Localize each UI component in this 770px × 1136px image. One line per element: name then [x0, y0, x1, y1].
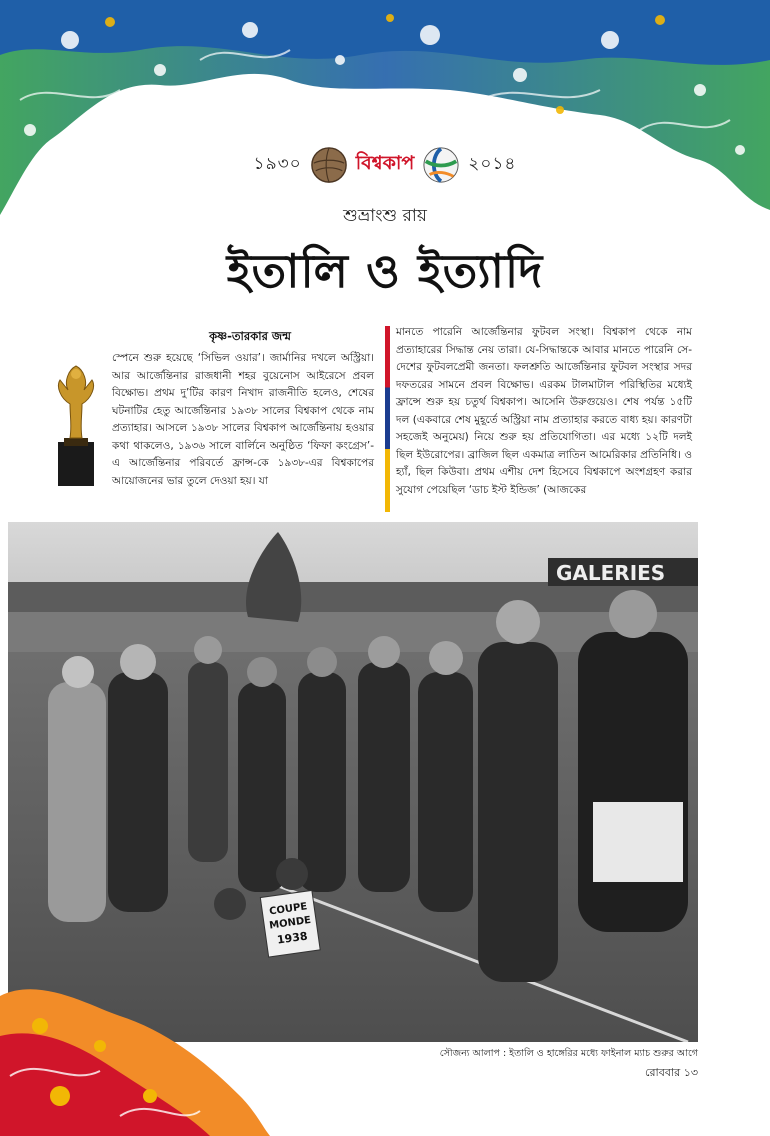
- placard-line-1: COUPE: [268, 901, 308, 918]
- column-divider: [385, 326, 390, 512]
- world-cup-trophy-image: [50, 360, 102, 488]
- bottom-decorative-artwork: [0, 976, 270, 1136]
- page-folio: রোববার ১৩: [645, 1066, 698, 1079]
- article-subheading: কৃষ্ণ-তারকার জন্ম: [209, 329, 291, 343]
- series-title: বিশ্বকাপ: [355, 152, 415, 174]
- stadium-sign: GALERIES: [556, 561, 666, 585]
- vintage-football-icon: [310, 146, 348, 184]
- author-byline: শুভ্রাংশু রায়: [343, 206, 427, 226]
- modern-football-icon: [422, 146, 460, 184]
- photo-caption: সৌজন্য আলাপ : ইতালি ও হাঙ্গেরির মধ্যে ফাইনাল ম্যাচ শুরুর আগে: [439, 1048, 698, 1059]
- article-left-column: স্পেনে শুরু হয়েছে ‘সিভিল ওয়ার’। জার্মানির দখলে অস্ট্রিয়া। আর আর্জেন্তিনার রাজধানী শহর বুয়েনোস আইরেসে প্রবল বিক্ষোভ। প্রথম দু’টির কারণ নিখাদ রাজনীতি হলেও, শেষের ঘটনাটির হেতু আর্জেন্তিনার ১৯৩৮ সালের বিশ্বকাপ থেকে নাম প্রত্যাহার। আসলে ১৯৩৮ সালের বিশ্বকাপ আর্জেন্তিনায় হওয়ার কথা থাকলেও, ১৯৩৬ সালে বার্লিনে অনুষ্ঠিত ‘ফিফা কংগ্রেস’-এ আর্জেন্তিনার পরিবর্তে ফ্রান্স-কে ১৯৩৮-এর বিশ্বকাপের আয়োজনের ভার তুলে দেওয়া হয়। যা: [112, 352, 374, 487]
- top-decorative-artwork: [0, 0, 770, 225]
- placard-line-3: 1938: [276, 929, 309, 947]
- series-band: [0, 145, 770, 185]
- article-right-column: মানতে পারেনি আর্জেন্তিনার ফুটবল সংস্থা। বিশ্বকাপ থেকে নাম প্রত্যাহারের সিদ্ধান্ত নেয় তারা। যে-সিদ্ধান্তকে আবার মানতে পারেনি সে-দেশের ফুটবলপ্রেমী জনতা। ফলশ্রুতি আর্জেন্তিনার ফুটবল সংস্থার সদর দফতরের সামনে প্রবল বিক্ষোভ। এরকম টালমাটাল পরিস্থিতির মধ্যেই ফ্রান্সে শুরু হয় চতুর্থ বিশ্বকাপ। আসেনি উরুগুয়েও। শেষ পর্যন্ত ১৫টি দল (একবারে শেষ মুহূর্তে অস্ট্রিয়া নাম প্রত্যাহার করতে বাধ্য হয়। কারণটা সহজেই অনুমেয়) নিয়ে শুরু হয় প্রতিযোগিতা। এর মধ্যে ১২টি দলই ছিল ইউরোপের। ব্রাজিল ছিল একমাত্র লাতিন আমেরিকার প্রতিনিধি। ও হ্যাঁ, ছিল কিউবা। প্রথম এশীয় দেশ হিসেবে বিশ্বকাপে অংশগ্রহণ করার সুযোগ পেয়েছিল ‘ডাচ ইস্ট ইন্ডিজ’ (আজকের: [396, 326, 692, 496]
- placard-line-2: MONDE: [268, 914, 312, 932]
- historic-match-photo: [8, 522, 698, 1042]
- end-year: ২০১৪: [468, 154, 517, 174]
- start-year: ১৯৩০: [253, 154, 302, 174]
- article-headline: ইতালি ও ইত্যাদি: [226, 244, 544, 298]
